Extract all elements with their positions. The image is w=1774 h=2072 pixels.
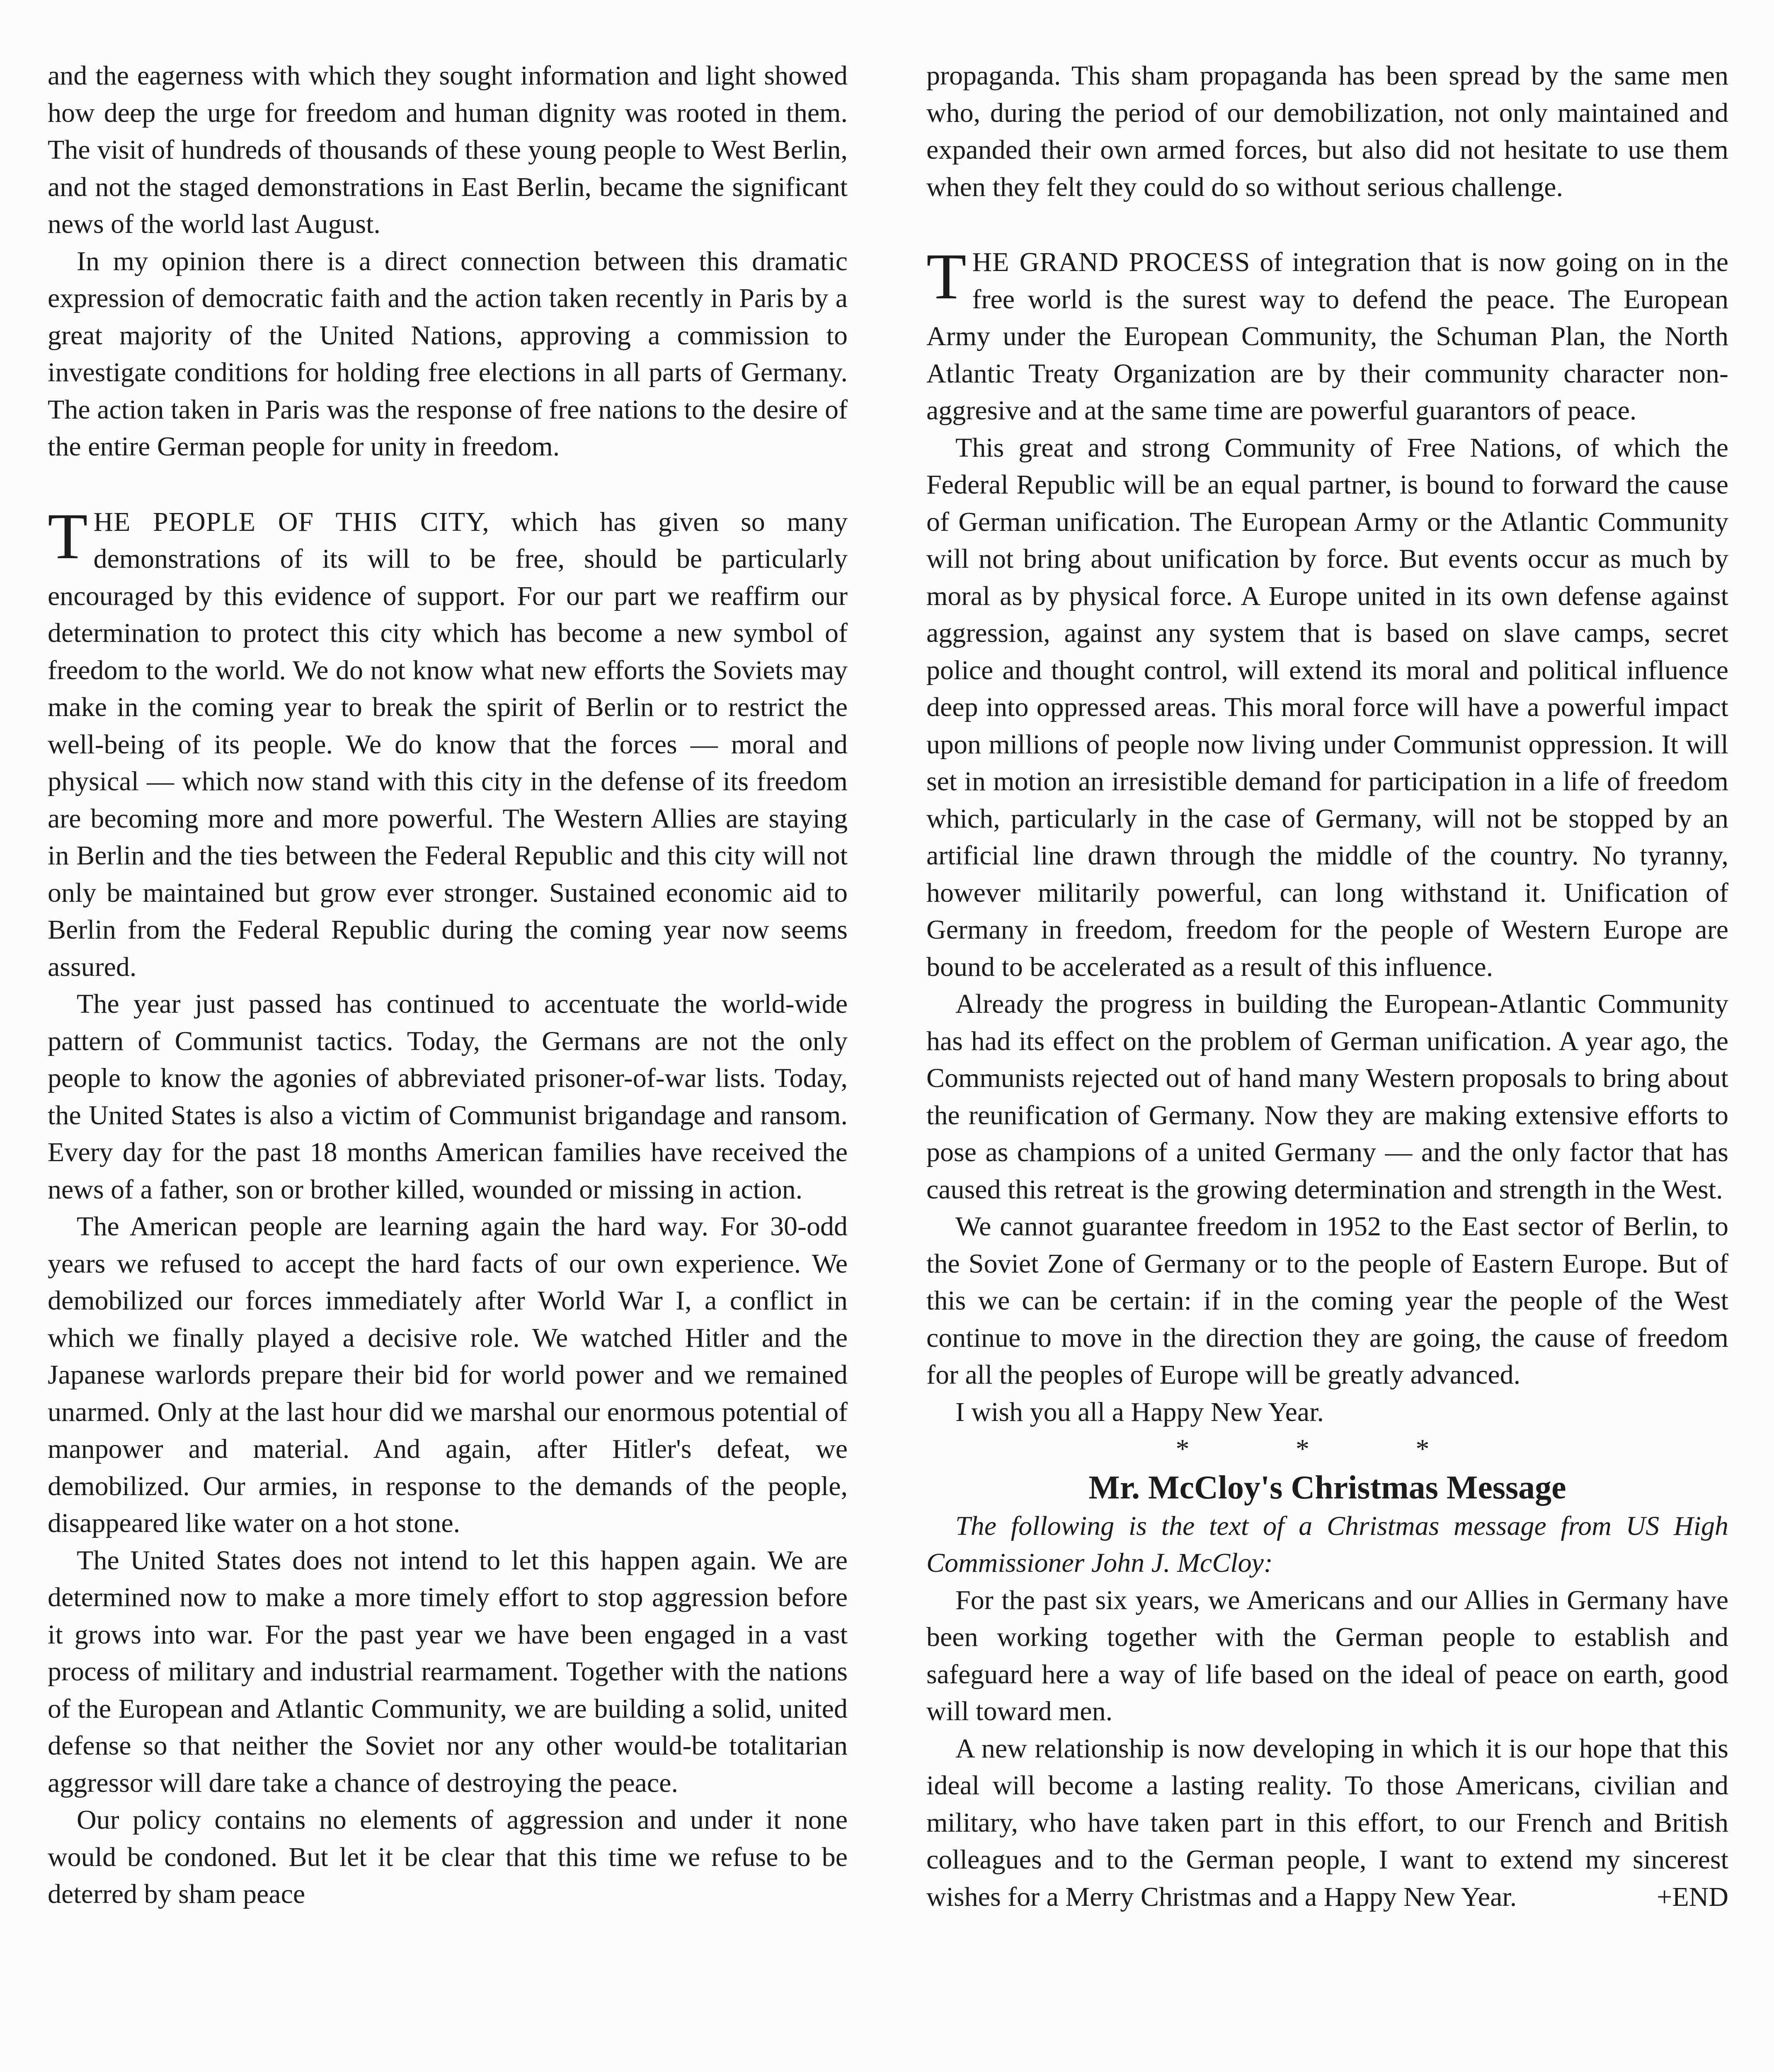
paragraph: I wish you all a Happy New Year. xyxy=(955,1397,1324,1427)
paragraph-text: of integration that is now going on in the free world is the surest way to defend the peace. The European Army under the European Community, the Schuman Plan, the North Atlantic Treaty Organization are by their community character non-aggresive and at the same time are powerful guarantors of peace. xyxy=(926,247,1728,426)
article-intro: The following is the text of a Christmas message from US High Commissioner John J. McCloy: xyxy=(926,1510,1728,1578)
section-paragraph xyxy=(48,500,848,986)
paragraph xyxy=(926,1730,1728,1916)
right-column xyxy=(926,57,1728,1915)
drop-cap: T xyxy=(926,240,967,313)
paragraph: The American people are learning again the hard way. For 30-odd years we refused to accept the hard facts of our own experience. We demobilized our forces immediately after World War I, a conflict in which we finally played a decisive role. We watched Hitler and the Japanese warlords prepare their bid for world power and we remained unarmed. Only at the last hour did we marshal our enormous potential of manpower and material. And again, after Hitler's defeat, we demobilized. Our armies, in response to the demands of the people, disappeared like water on a hot stone. xyxy=(48,1211,848,1538)
paragraph: This great and strong Community of Free Nations, of which the Federal Republic will be an equal partner, is bound to forward the cause of German unification. The European Army or the Atlantic Community will not bring about unification by force. But events occur as much by moral as by physical force. A Europe united in its own defense against aggression, against any system that is based on slave camps, secret police and thought control, will extend its moral and political influence deep into oppressed areas. This moral force will have a powerful impact upon millions of people now living under Communist oppression. It will set in motion an irresistible demand for participation in a life of freedom which, particularly in the case of Germany, will not be stopped by an artificial line drawn through the middle of the country. No tyranny, however militarily powerful, can long withstand it. Unification of Germany in freedom, freedom for the people of Western Europe are bound to be accelerated as a result of this influence. xyxy=(926,432,1728,982)
paragraph: The year just passed has continued to accentuate the world-wide pattern of Communist tactics. Today, the Germans are not the only people to know the agonies of abbreviated prisoner-of-war lists. Today, the United States is also a victim of Communist brigandage and ransom. Every day for the past 18 months American families have received the news of a father, son or brother killed, wounded or missing in action. xyxy=(48,989,848,1205)
lead-in-caps: HE PEOPLE OF THIS CITY, xyxy=(93,506,490,537)
left-column xyxy=(48,57,848,1913)
paragraph-text: which has given so many demonstrations of its will to be free, should be particularly encouraged by this evidence of support. For our part we reaffirm our determination to protect this city which has become a new symbol of freedom to the world. We do not know what new efforts the Soviets may make in the coming year to break the spirit of Berlin or to restrict the well-being of its people. We do know that the forces — moral and physical — which now stand with this city in the defense of its freedom are becoming more and more powerful. The Western Allies are staying in Berlin and the ties between the Federal Republic and this city will not only be maintained but grow ever stronger. Sustained economic aid to Berlin from the Federal Republic during the coming year now seems assured. xyxy=(48,506,848,982)
paragraph: In my opinion there is a direct connection between this dramatic expression of democratic faith and the action taken recently in Paris by a great majority of the United Nations, approving a commission to investigate conditions for holding free elections in all parts of Germany. The action taken in Paris was the response of free nations to the desire of the entire German people for unity in freedom. xyxy=(48,246,848,462)
paragraph: The United States does not intend to let this happen again. We are determined now to make a more timely effort to stop aggression before it grows into war. For the past year we have been engaged in a vast process of military and industrial rearmament. Together with the nations of the European and Atlantic Community, we are building a solid, united defense so that neither the Soviet nor any other would-be totalitarian aggressor will dare take a chance of destroying the peace. xyxy=(48,1545,848,1798)
section-separator: * * * xyxy=(1175,1434,1479,1464)
paragraph: propaganda. This sham propaganda has been spread by the same men who, during the period of our demobilization, not only maintained and expanded their own armed forces, but also did not hesitate to use them when they felt they could do so without serious challenge. xyxy=(926,61,1728,202)
section-paragraph xyxy=(926,240,1728,429)
paragraph: and the eagerness with which they sought information and light showed how deep the urge for freedom and human dignity was rooted in them. The visit of hundreds of thousands of these young people to West Berlin, and not the staged demonstrations in East Berlin, became the significant news of the world last August. xyxy=(48,61,848,239)
lead-in-caps: HE GRAND PROCESS xyxy=(972,247,1251,277)
drop-cap: T xyxy=(48,500,88,573)
article-heading: Mr. McCloy's Christmas Message xyxy=(1088,1469,1566,1506)
paragraph: Our policy contains no elements of aggression and under it none would be condoned. But let it be clear that this time we refuse to be deterred by sham peace xyxy=(48,1805,848,1909)
paragraph: Already the progress in building the European-Atlantic Community has had its effect on the problem of German unification. A year ago, the Communists rejected out of hand many Western proposals to bring about the reunification of Germany. Now they are making extensive efforts to pose as champions of a united Germany — and the only factor that has caused this retreat is the growing determination and strength in the West. xyxy=(926,989,1728,1205)
paragraph: We cannot guarantee freedom in 1952 to the East sector of Berlin, to the Soviet Zone of Germany or to the people of Eastern Europe. But of this we can be certain: if in the coming year the people of the West continue to move in the direction they are going, the cause of freedom for all the peoples of Europe will be greatly advanced. xyxy=(926,1211,1728,1390)
paragraph-text: A new relationship is now developing in which it is our hope that this ideal will become a lasting reality. To those Americans, civilian and military, who have taken part in this effort, to our French and British colleagues and to the German people, I want to extend my sincerest wishes for a Merry Christmas and a Happy New Year. xyxy=(926,1733,1728,1912)
paragraph: For the past six years, we Americans and our Allies in Germany have been working together with the German people to establish and safeguard here a way of life based on the ideal of peace on earth, good will toward men. xyxy=(926,1585,1728,1726)
end-mark: +END xyxy=(1657,1881,1728,1912)
